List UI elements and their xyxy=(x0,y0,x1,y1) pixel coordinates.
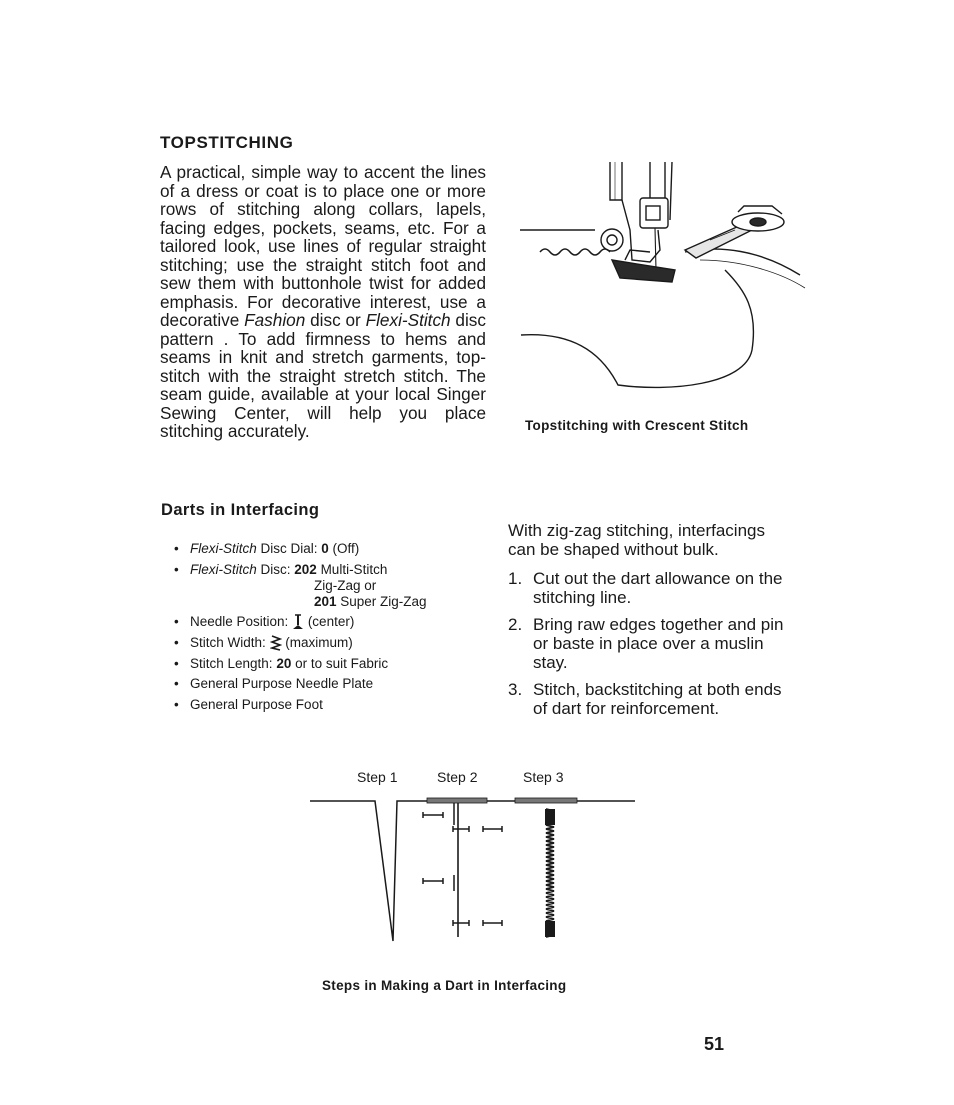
darts-step: 2. Bring raw edges together and pin or baste in place over a muslin stay. xyxy=(508,615,784,672)
topstitching-body-end: disc pattern . To add firmness to hems and seams in knit and stretch garments, top-stitch with the straight stretch stitch. The seam guide, available at your local Singer Sewing Center, will help you place stitching accurately. xyxy=(160,310,486,441)
setting-stitch-width: • Stitch Width: (maximum) xyxy=(174,634,494,651)
setting-stitch-length: • Stitch Length: 20 or to suit Fabric xyxy=(174,655,494,672)
topstitching-paragraph xyxy=(160,163,486,441)
setting-disc-line2: Zig-Zag or xyxy=(314,577,377,593)
page-number: 51 xyxy=(704,1034,725,1054)
needle-center-icon xyxy=(292,614,304,630)
darts-intro: With zig-zag stitching, interfacings can be shaped without bulk. xyxy=(508,521,765,559)
darts-steps-list xyxy=(508,569,792,718)
step-2-label: Step 2 xyxy=(437,769,478,785)
machine-settings-list xyxy=(174,540,494,716)
fashion-term: Fashion xyxy=(244,310,306,330)
setting-disc: • Flexi-Stitch Disc: 202 Multi-Stitch Zig-Zag or 201 Super Zig-Zag xyxy=(174,561,494,610)
section-heading-topstitching: TOPSTITCHING xyxy=(160,133,294,152)
dart-steps-illustration xyxy=(305,765,645,950)
setting-disc-line3: 201 Super Zig-Zag xyxy=(314,593,427,609)
step-3-label: Step 3 xyxy=(523,769,564,785)
topstitching-body-mid: disc or xyxy=(305,310,366,330)
setting-foot: • General Purpose Foot xyxy=(174,696,494,713)
topstitching-illustration xyxy=(500,160,820,410)
setting-needle-plate: • General Purpose Needle Plate xyxy=(174,675,494,692)
darts-instructions xyxy=(508,521,792,726)
section-heading-darts: Darts in Interfacing xyxy=(161,501,320,519)
setting-needle-position: • Needle Position: (center) xyxy=(174,613,494,630)
zigzag-width-icon xyxy=(270,635,282,651)
step-1-label: Step 1 xyxy=(357,769,398,785)
flexi-stitch-term: Flexi-Stitch xyxy=(365,310,451,330)
dart-steps-drawing xyxy=(305,765,645,950)
topstitching-body: A practical, simple way to accent the lines of a dress or coat is to place one or more rows of stitching along collars, lapels, facing edges, pockets, seams, etc. For a tailored look, use lines of regular straight stitching; use the straight stitch foot and sew them with buttonhole twist for added emphasis. For decorative interest, use a decorative xyxy=(160,162,486,330)
darts-step: 3. Stitch, backstitching at both ends of dart for reinforcement. xyxy=(508,680,782,718)
setting-disc-dial: • Flexi-Stitch Disc Dial: 0 (Off) xyxy=(174,540,494,557)
darts-step: 1. Cut out the dart allowance on the stitching line. xyxy=(508,569,783,607)
dart-figure-caption: Steps in Making a Dart in Interfacing xyxy=(322,978,567,993)
topstitching-figure-caption: Topstitching with Crescent Stitch xyxy=(525,418,749,433)
